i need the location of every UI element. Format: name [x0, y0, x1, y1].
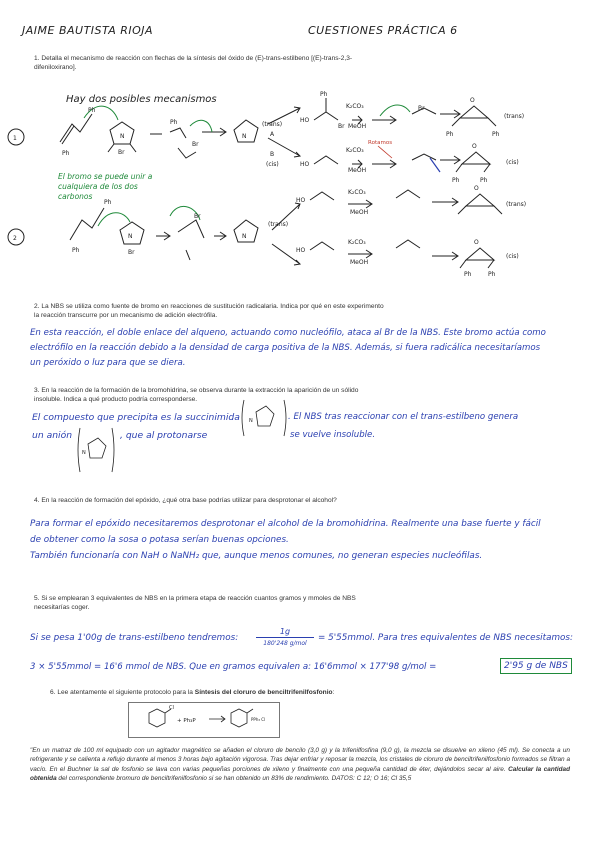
svg-text:K₂CO₃: K₂CO₃	[348, 189, 366, 196]
answer-3-e: se vuelve insoluble.	[290, 430, 376, 440]
svg-text:Ph: Ph	[104, 199, 112, 206]
svg-text:N: N	[249, 418, 253, 424]
answer-5-line-1a: Si se pesa 1'00g de trans-estilbeno tendremos:	[30, 633, 239, 643]
page-title: CUESTIONES PRÁCTICA 6	[308, 24, 458, 37]
answer-2-line-3: un peróxido o luz para que se diera.	[30, 358, 186, 368]
question-6-title-pre: 6. Lee atentamente el siguiente protocolo para la	[50, 689, 195, 696]
author-name: JAIME BAUTISTA RIOJA	[22, 24, 154, 37]
mechanism-scheme	[0, 80, 600, 290]
svg-text:N: N	[82, 450, 86, 456]
question-3: 3. En la reacción de la formación de la bromohidrina, se observa durante la extracción la aparición de un sólido insoluble. Indica a qué producto podría corresponderse.	[34, 387, 359, 403]
svg-text:N: N	[242, 233, 247, 240]
svg-text:B: B	[270, 151, 275, 158]
svg-text:(trans): (trans)	[268, 221, 289, 228]
svg-text:Ph: Ph	[492, 131, 500, 138]
svg-text:Br: Br	[418, 105, 425, 112]
question-5: 5. Si se emplearan 3 equivalentes de NBS en la primera etapa de reacción cuantos gramos y mmoles de NBS necesitarías coger.	[34, 595, 356, 611]
answer-3-a: El compuesto que precipita es la succinimida	[32, 412, 240, 423]
answer-5-result: 2'95 g de NBS	[500, 658, 572, 674]
two-mechanisms-note: Hay dos posibles mecanismos	[66, 94, 217, 105]
svg-text:Br: Br	[194, 213, 201, 220]
svg-text:MeOH: MeOH	[350, 259, 369, 266]
svg-text:O: O	[472, 143, 477, 150]
svg-text:Ph: Ph	[62, 150, 70, 157]
svg-text:Ph: Ph	[488, 271, 496, 278]
svg-text:K₂CO₃: K₂CO₃	[346, 147, 364, 154]
svg-text:(cis): (cis)	[506, 159, 519, 166]
svg-text:+ Ph₃P: + Ph₃P	[177, 718, 196, 724]
svg-text:(cis): (cis)	[506, 253, 519, 260]
question-1: 1. Detalla el mecanismo de reacción con flechas de la síntesis del óxido de (E)-trans-estilbeno [(E)-trans-2,3-difeniloxirano].	[34, 55, 353, 71]
svg-text:(trans): (trans)	[262, 121, 283, 128]
answer-3-c: , que al protonarse	[120, 430, 208, 441]
question-4: 4. En la reacción de formación del epóxido, ¿qué otra base podrías utilizar para desprotonar el alcohol?	[34, 497, 337, 504]
label-1: 1	[13, 135, 17, 142]
svg-text:K₂CO₃: K₂CO₃	[348, 239, 366, 246]
succinimide-structure	[240, 396, 288, 440]
svg-text:HO: HO	[296, 247, 306, 254]
protocol-text	[30, 746, 570, 784]
answer-5-line-1b: = 5'55mmol. Para tres equivalentes de NBS necesitamos:	[318, 633, 573, 643]
svg-text:Ph: Ph	[72, 247, 80, 254]
svg-text:HO: HO	[300, 117, 310, 124]
protocol-end: del correspondiente bromuro de benciltrifenilfosfonio si se han obtenido un 83% de rendimiento. DATOS: C 12; O 16; Cl 35,5	[56, 775, 412, 783]
fraction-numerator: 1g	[256, 626, 314, 638]
svg-text:MeOH: MeOH	[350, 209, 369, 216]
svg-text:(trans): (trans)	[506, 201, 527, 208]
svg-text:N: N	[128, 233, 133, 240]
svg-text:MeOH: MeOH	[348, 123, 367, 130]
benzyl-chloride-scheme	[129, 703, 279, 737]
fraction-denominator: 180'248 g/mol	[263, 640, 307, 647]
answer-3-b: un anión	[32, 430, 73, 441]
answer-5-line-2: 3 × 5'55mmol = 16'6 mmol de NBS. Que en gramos equivalen a: 16'6mmol × 177'98 g/mol =	[30, 662, 437, 672]
answer-2-line-2: electrófilo en la reacción debido a la densidad de carga positiva de la NBS. Además, si fuera radicálica necesitaríamos	[30, 343, 541, 353]
svg-text:O: O	[474, 185, 479, 192]
answer-4-line-1: Para formar el epóxido necesitaremos desprotonar el alcohol de la bromohidrina. Realmente una base fuerte y fácil	[30, 519, 541, 529]
answer-4-line-2: de obtener como la sosa o potasa serían buenas opciones.	[30, 535, 289, 545]
answer-2-line-1: En esta reacción, el doble enlace del alqueno, actuando como nucleófilo, ataca al Br de la NBS. Este bromo actúa como	[30, 328, 546, 338]
svg-text:Ph: Ph	[480, 177, 488, 184]
svg-text:HO: HO	[296, 197, 306, 204]
answer-5-fraction	[256, 626, 314, 649]
question-2: 2. La NBS se utiliza como fuente de bromo en reacciones de sustitución radicalaria. Indica por qué en este experimento la reacción transcurre por un mecanismo de adición electrófila.	[34, 303, 384, 319]
svg-text:(trans): (trans)	[504, 113, 525, 120]
svg-text:Ph: Ph	[446, 131, 454, 138]
answer-3-d: . El NBS tras reaccionar con el trans-estilbeno genera	[288, 412, 519, 422]
svg-text:PPh₃ Cl: PPh₃ Cl	[251, 717, 266, 722]
rotamos-label: Rotamos	[368, 140, 393, 146]
answer-2	[30, 326, 578, 371]
svg-text:N: N	[242, 133, 247, 140]
svg-text:O: O	[474, 239, 479, 246]
svg-text:Ph: Ph	[320, 91, 328, 98]
protocol-body: "En un matraz de 100 ml equipado con un agitador magnético se añaden el cloruro de bencilo (3,0 g) y la trifenilfosfina (9,0 g), la mezcla se disuelve en xileno (45 ml). Se conecta a un refrigerante y se calienta a reflujo durante al menos 3 horas bajo agitación vigorosa. Tras dejar enfriar y reposar la mezcla, los cristales de cloruro de benciltrifenilfosfonio formados se filtran a vacío. En el Buchner la sal de fosfonio se lava con varias pequeñas porciones de xileno y finalmente con una pequeña cantidad de éter, dejándolos secar al aire.	[30, 747, 570, 773]
question-6-title-bold: Síntesis del cloruro de benciltrifenilfosfonio	[194, 689, 333, 696]
svg-text:Br: Br	[118, 149, 125, 156]
answer-4	[30, 516, 578, 564]
anion-structure	[76, 424, 116, 476]
svg-text:Ph: Ph	[464, 271, 472, 278]
svg-text:Br: Br	[192, 141, 199, 148]
label-2: 2	[13, 235, 17, 242]
svg-text:A: A	[270, 131, 275, 138]
reaction-scheme-box	[128, 702, 280, 738]
question-6-title-post: :	[332, 689, 335, 696]
svg-text:K₂CO₃: K₂CO₃	[346, 103, 364, 110]
svg-text:Ph: Ph	[452, 177, 460, 184]
svg-text:Ph: Ph	[88, 107, 96, 114]
bromine-note: El bromo se puede unir a cualquiera de los dos carbonos	[58, 172, 153, 201]
question-6-title	[50, 688, 334, 697]
answer-4-line-3: También funcionaría con NaH o NaNH₂ que, aunque menos comunes, no generan especies nucleófilas.	[30, 551, 483, 561]
svg-text:(cis): (cis)	[266, 161, 279, 168]
svg-text:Br: Br	[128, 249, 135, 256]
svg-text:Ph: Ph	[170, 119, 178, 126]
svg-text:O: O	[470, 97, 475, 104]
svg-text:MeOH: MeOH	[348, 167, 367, 174]
svg-text:Br: Br	[338, 123, 345, 130]
protocol-bold: Calcular la cantidad obtenida	[30, 765, 570, 783]
svg-text:N: N	[120, 133, 125, 140]
svg-text:HO: HO	[300, 161, 310, 168]
svg-text:Cl: Cl	[169, 705, 174, 711]
